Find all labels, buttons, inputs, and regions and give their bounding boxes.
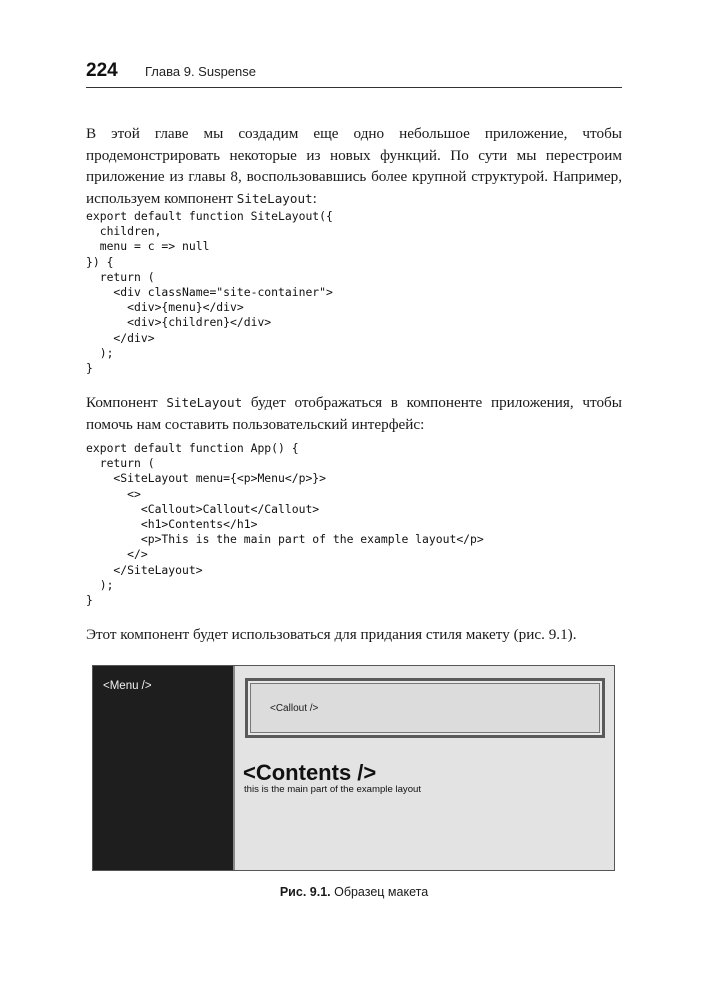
figure-callout-label: <Callout />	[270, 703, 319, 714]
code-block-sitelayout: export default function SiteLayout({ children, menu = c => null }) { return ( <div className="site-container"> <div>{menu}</div> <div>{children}</div> </div> ); }	[86, 209, 333, 376]
chapter-title: Глава 9. Suspense	[145, 64, 257, 79]
page-number: 224	[86, 60, 118, 81]
inline-code-sitelayout: SiteLayout	[236, 190, 313, 206]
figure-callout-box	[245, 678, 605, 738]
figure-layout-example	[92, 665, 615, 871]
figure-menu-panel	[93, 666, 233, 870]
caption-text: Образец макета	[330, 885, 429, 899]
figure-caption	[0, 885, 708, 899]
second-text: будет отображаться в компоненте приложения, чтобы помочь нам составить пользовательский интерфейс:	[86, 394, 622, 433]
second-lead: Компонент	[86, 394, 167, 411]
intro-text: В этой главе мы создадим еще одно небольшое приложение, чтобы продемонстрировать некоторые из новых функций. По сути мы перестроим приложение из главы 8, воспользовавшись более крупной структурой. Например, используем компонент	[86, 125, 622, 207]
inline-code-sitelayout-2: SiteLayout	[166, 395, 243, 410]
caption-label: Рис. 9.1.	[279, 885, 331, 899]
figure-menu-label: <Menu />	[103, 680, 152, 692]
header-rule	[86, 87, 622, 88]
second-paragraph	[86, 392, 622, 435]
intro-tail: :	[312, 189, 317, 207]
figure-contents-heading: <Contents />	[243, 760, 377, 785]
code-block-app: export default function App() { return ( <SiteLayout menu={<p>Menu</p>}> <> <Callout>Callout</Callout> <h1>Contents</h1> <p>This is the main part of the example layout</p> </> </SiteLayout> ); }	[86, 441, 484, 608]
third-paragraph: Этот компонент будет использоваться для придания стиля макету (рис. 9.1).	[86, 626, 577, 643]
intro-paragraph	[86, 123, 622, 209]
figure-body-text: this is the main part of the example layout	[244, 784, 422, 795]
figure-main-panel	[233, 666, 614, 870]
